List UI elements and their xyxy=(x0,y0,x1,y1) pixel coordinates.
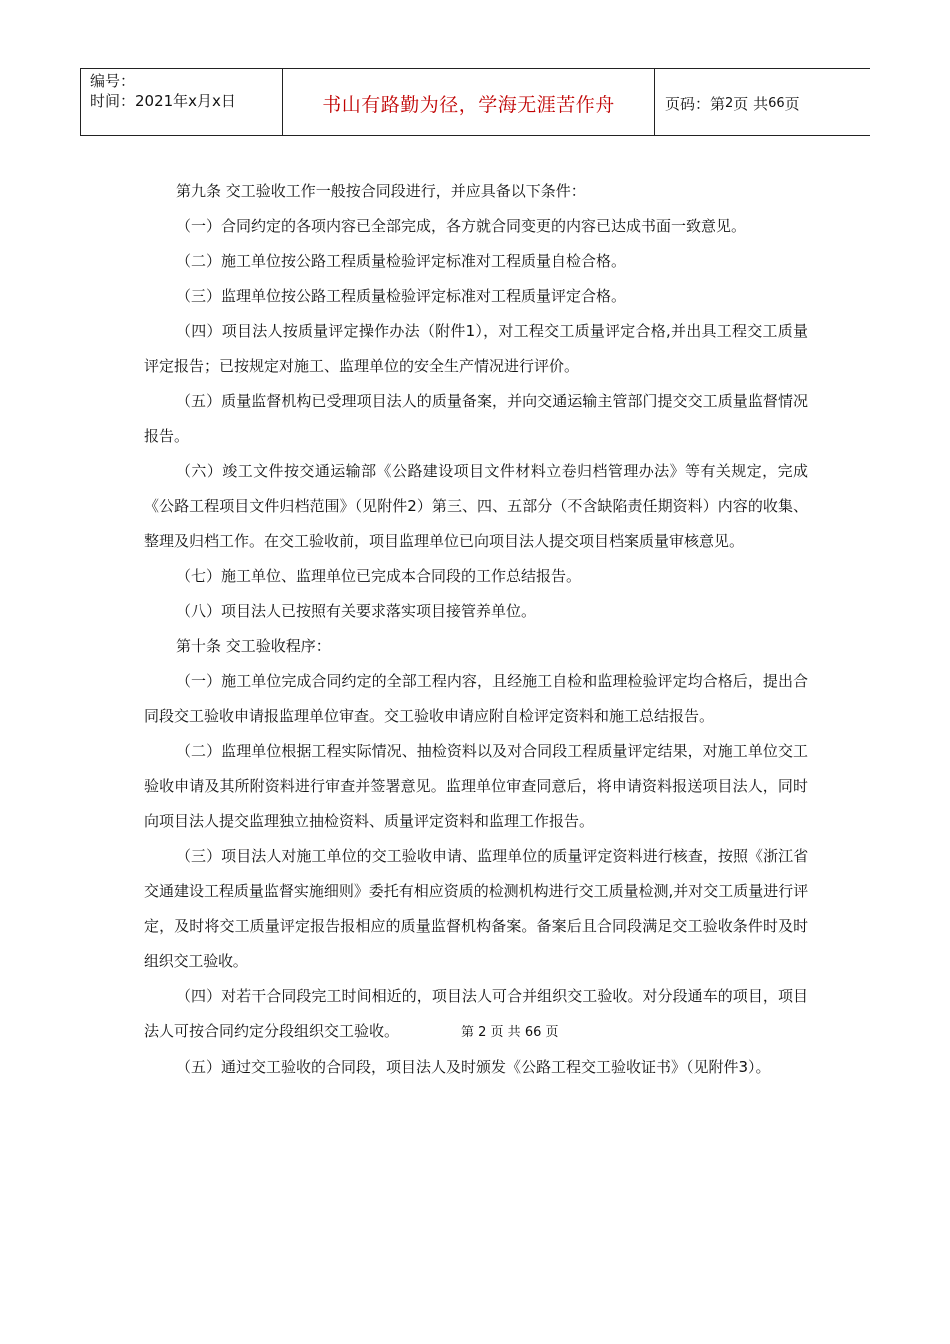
article-heading: 第九条 交工验收工作一般按合同段进行，并应具备以下条件： xyxy=(176,182,586,200)
paragraph: （二）施工单位按公路工程质量检验评定标准对工程质量自检合格。 xyxy=(176,252,627,270)
paragraph: （二）监理单位根据工程实际情况、抽检资料以及对合同段工程质量评定结果，对施工单位交工验收申请及其所附资料进行审查并签署意见。监理单位审查同意后，将申请资料报送项目法人，同时向项目法人提交监理独立抽检资料、质量评定资料和监理工作报告。 xyxy=(144,742,808,830)
page-header xyxy=(80,68,870,136)
page-label-prefix: 页码：第 xyxy=(665,94,726,113)
paragraph-with-page-mark xyxy=(144,979,808,1050)
paragraph: （四）项目法人按质量评定操作办法（附件1），对工程交工质量评定合格,并出具工程交工质量评定报告；已按规定对施工、监理单位的安全生产情况进行评价。 xyxy=(144,322,808,375)
paragraph: （六）竣工文件按交通运输部《公路建设项目文件材料立卷归档管理办法》等有关规定，完成《公路工程项目文件归档范围》（见附件2）第三、四、五部分（不含缺陷责任期资料）内容的收集、整理及归档工作。在交工验收前，项目监理单位已向项目法人提交项目档案质量审核意见。 xyxy=(144,462,808,550)
document-number-label: 编号： xyxy=(90,72,136,90)
paragraph: （五）通过交工验收的合同段，项目法人及时颁发《公路工程交工验收证书》（见附件3）。 xyxy=(176,1058,771,1076)
inline-page-mark: 第 2 页 共 66 页 xyxy=(461,1025,559,1040)
paragraph: （一）施工单位完成合同约定的全部工程内容，且经施工自检和监理检验评定均合格后，提出合同段交工验收申请报监理单位审查。交工验收申请应附自检评定资料和施工总结报告。 xyxy=(144,672,808,725)
paragraph: （三）项目法人对施工单位的交工验收申请、监理单位的质量评定资料进行核查，按照《浙江省交通建设工程质量监督实施细则》委托有相应资质的检测机构进行交工质量检测,并对交工质量进行评定，及时将交工质量评定报告报相应的质量监督机构备案。备案后且合同段满足交工验收条件时及时组织交工验收。 xyxy=(144,847,808,970)
paragraph: （七）施工单位、监理单位已完成本合同段的工作总结报告。 xyxy=(176,567,582,585)
paragraph: （八）项目法人已按照有关要求落实项目接管养单位。 xyxy=(176,602,537,620)
paragraph: （五）质量监督机构已受理项目法人的质量备案，并向交通运输主管部门提交交工质量监督情况报告。 xyxy=(144,392,808,445)
document-body xyxy=(144,174,808,1085)
header-meta-cell xyxy=(81,69,283,135)
page-current: 2 xyxy=(725,95,734,111)
paragraph: （一）合同约定的各项内容已全部完成，各方就合同变更的内容已达成书面一致意见。 xyxy=(176,217,747,235)
page-total: 66 xyxy=(768,95,785,111)
page-label-end: 页 xyxy=(784,94,800,113)
paragraph-text: （四）对若干合同段完工时间相近的，项目法人可合并组织交工验收。对分段通车的项目，项目法人可按合同约定分段组织交工验收。 xyxy=(144,987,808,1040)
page-label-mid: 页 共 xyxy=(733,94,769,113)
header-page-info xyxy=(655,69,870,135)
paragraph: （三）监理单位按公路工程质量检验评定标准对工程质量评定合格。 xyxy=(176,287,627,305)
article-heading: 第十条 交工验收程序： xyxy=(176,637,331,655)
document-time-label: 时间：2021年x月x日 xyxy=(90,92,236,110)
header-motto: 书山有路勤为径，学海无涯苦作舟 xyxy=(283,69,655,135)
